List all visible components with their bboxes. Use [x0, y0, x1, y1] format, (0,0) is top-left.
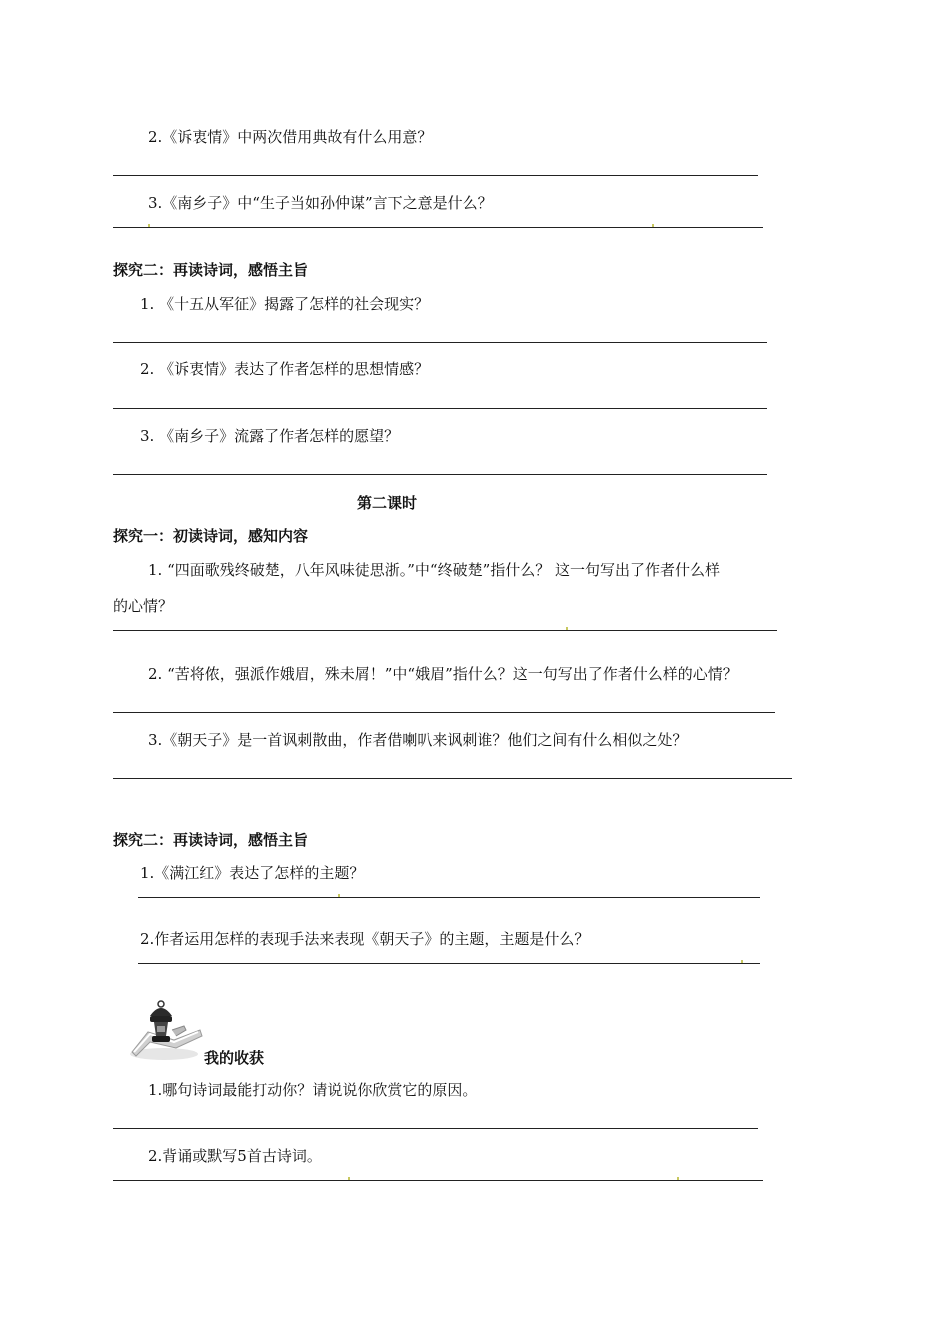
question-1-line-1: 1. “四面歌残终破楚，八年风味徒思浙。”中“终破楚”指什么？ 这一句写出了作者什么样 — [148, 561, 721, 579]
section-heading: 探究二：再读诗词，感悟主旨 — [113, 831, 309, 849]
answer-line — [113, 778, 792, 779]
lesson-title: 第二课时 — [357, 494, 418, 512]
answer-line — [138, 963, 760, 964]
scan-mark — [348, 1177, 350, 1180]
scan-mark — [677, 1177, 679, 1180]
answer-line — [113, 474, 767, 475]
section-heading: 我的收获 — [204, 1049, 265, 1067]
question-3: 3. 《南乡子》流露了作者怎样的愿望？ — [140, 427, 400, 445]
question-2: 2. 《诉衷情》表达了作者怎样的思想情感？ — [140, 360, 430, 378]
section-heading: 探究二：再读诗词，感悟主旨 — [113, 261, 309, 279]
answer-line — [113, 227, 763, 228]
question-3-nanxiangzi: 3.《南乡子》中“生子当如孙仲谋”言下之意是什么？ — [148, 194, 493, 212]
question-2: 2.作者运用怎样的表现手法来表现《朝天子》的主题，主题是什么？ — [140, 930, 590, 948]
question-3: 3.《朝天子》是一首讽刺散曲，作者借喇叭来讽刺谁？他们之间有什么相似之处？ — [148, 731, 688, 749]
answer-line — [113, 1128, 758, 1129]
answer-line — [113, 1180, 763, 1181]
answer-line — [113, 408, 767, 409]
question-1-line-2: 的心情？ — [113, 597, 174, 615]
scan-mark — [148, 224, 150, 227]
question-1: 1.《满江红》表达了怎样的主题？ — [140, 864, 365, 882]
scan-mark — [652, 224, 654, 227]
answer-line — [113, 175, 758, 176]
question-2: 2.背诵或默写5首古诗词。 — [148, 1147, 322, 1165]
scan-mark — [338, 894, 340, 897]
answer-line — [113, 342, 767, 343]
answer-line — [113, 630, 777, 631]
question-2-suzhongqing: 2.《诉衷情》中两次借用典故有什么用意？ — [148, 128, 433, 146]
answer-line — [113, 712, 775, 713]
scan-mark — [741, 960, 743, 963]
question-1: 1.哪句诗词最能打动你？请说说你欣赏它的原因。 — [148, 1081, 478, 1099]
question-1: 1. 《十五从军征》揭露了怎样的社会现实？ — [140, 295, 430, 313]
scan-mark — [566, 627, 568, 630]
answer-line — [138, 897, 760, 898]
reading-lamp-icon — [128, 996, 206, 1062]
section-heading: 探究一：初读诗词，感知内容 — [113, 527, 309, 545]
question-2: 2. “苦将侬，强派作娥眉，殊未屑！”中“娥眉”指什么？这一句写出了作者什么样的心情？ — [148, 665, 738, 683]
